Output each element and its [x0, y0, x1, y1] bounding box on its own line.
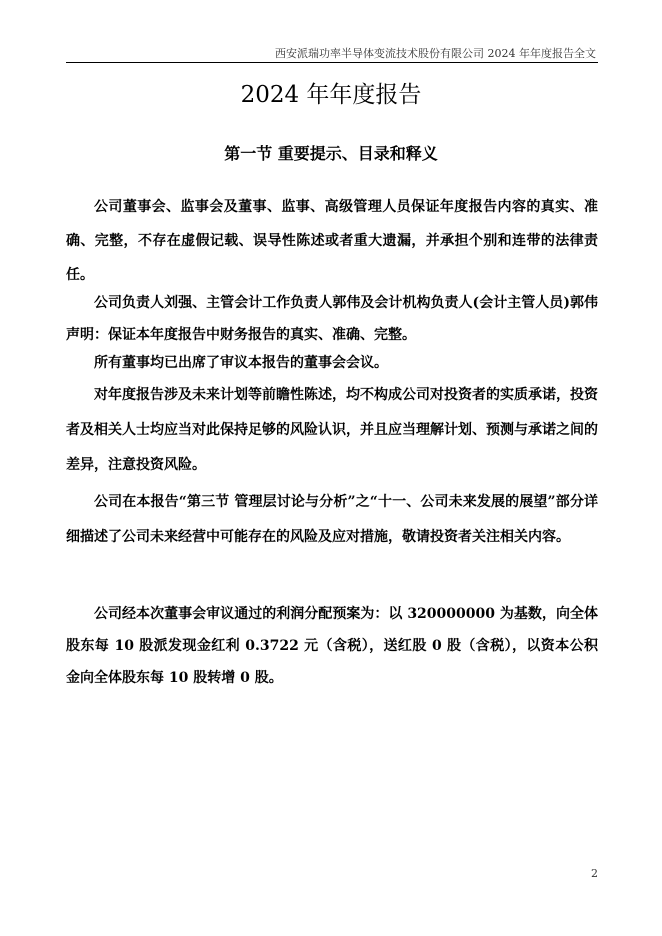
- running-header: 西安派瑞功率半导体变流技术股份有限公司 2024 年年度报告全文: [275, 47, 596, 60]
- paragraph-profit-distribution: 公司经本次董事会审议通过的利润分配预案为：以 320000000 为基数，向全体股东每 10 股派发现金红利 0.3722 元（含税），送红股 0 股（含税），以资本公积金向全体股东每 10 股转增 0 股。: [66, 606, 598, 686]
- paragraph-forward-looking-statement: 对年度报告涉及未来计划等前瞻性陈述，均不构成公司对投资者的实质承诺，投资者及相关人士均应当对此保持足够的风险认识，并且应当理解计划、预测与承诺之间的差异，注意投资风险。: [66, 387, 598, 473]
- paragraph-board-guarantee: 公司董事会、监事会及董事、监事、高级管理人员保证年度报告内容的真实、准确、完整，不存在虚假记载、误导性陈述或者重大遗漏，并承担个别和连带的法律责任。: [66, 199, 598, 283]
- header-divider: [66, 62, 598, 63]
- paragraph-responsible-persons-statement: 公司负责人刘强、主管会计工作负责人郭伟及会计机构负责人(会计主管人员)郭伟声明：保证本年度报告中财务报告的真实、准确、完整。: [66, 295, 598, 343]
- paragraph-directors-attendance: 所有董事均已出席了审议本报告的董事会会议。: [94, 355, 388, 371]
- paragraph-risk-reference: 公司在本报告“第三节 管理层讨论与分析”之“十一、公司未来发展的展望”部分详细描述了公司未来经营中可能存在的风险及应对措施，敬请投资者关注相关内容。: [66, 494, 598, 545]
- document-title: 2024 年年度报告: [240, 82, 422, 108]
- section-heading: 第一节 重要提示、目录和释义: [224, 144, 438, 163]
- page-number: 2: [591, 867, 598, 880]
